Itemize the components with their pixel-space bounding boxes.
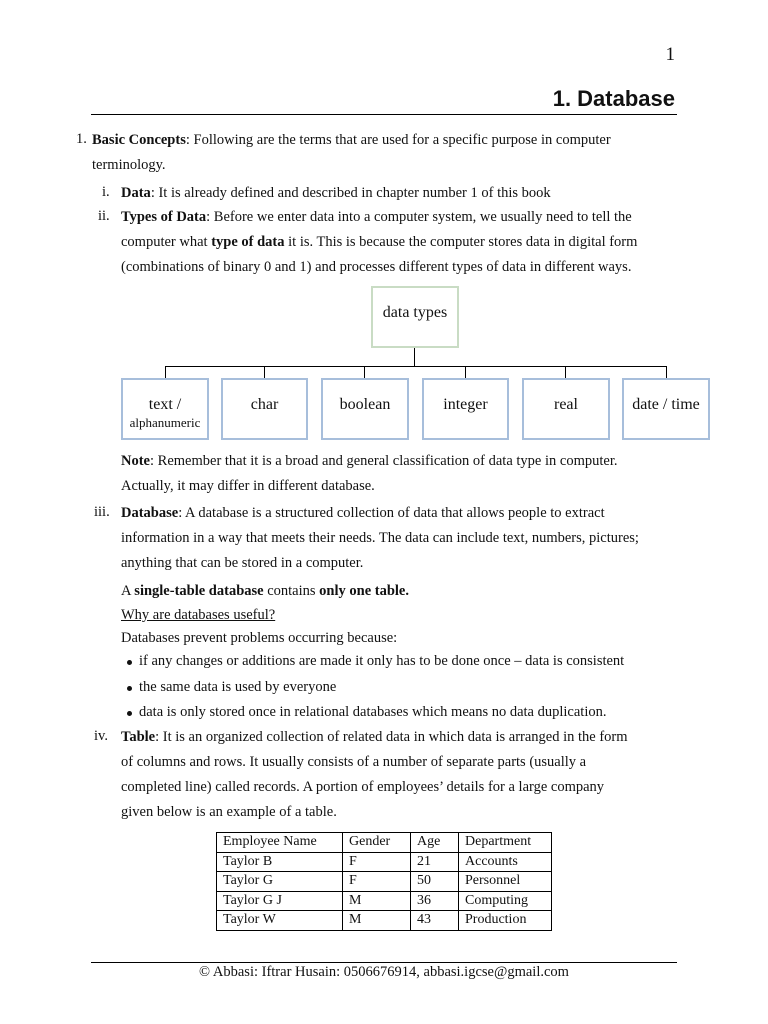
footer-text: © Abbasi: Iftrar Husain: 0506676914, abbasi.igcse@gmail.com: [199, 964, 569, 980]
diagram-box-char: [221, 378, 308, 440]
diagram-label: alphanumeric: [129, 415, 201, 430]
diagram-box-datetime: [622, 378, 710, 440]
diagram-root-box: [371, 286, 459, 348]
diagram-box-real: [522, 378, 610, 440]
bold-term: Database: [121, 505, 179, 521]
table-header-cell: Age: [411, 833, 459, 853]
bold-term: Data: [121, 185, 151, 201]
list-number: 1.: [76, 131, 87, 147]
list-number: ii.: [98, 208, 110, 224]
diagram-box-integer: [422, 378, 509, 440]
single-table-line: [121, 579, 675, 604]
table-cell: Personnel: [459, 872, 552, 892]
table-row: [217, 891, 552, 911]
table-header-cell: Department: [459, 833, 552, 853]
connector-line: [364, 366, 365, 378]
connector-line: [165, 366, 166, 378]
bullet-dot: [127, 711, 132, 716]
connector-line: [465, 366, 466, 378]
page-title: 1. Database: [552, 86, 675, 111]
text: computer what: [121, 234, 212, 250]
footer-rule: [91, 962, 677, 963]
text: A: [121, 583, 135, 599]
table-row: [217, 911, 552, 931]
text: completed line) called records. A portion of employees’ details for a large company: [121, 779, 605, 795]
text: of columns and rows. It usually consists of a number of separate parts (usually a: [121, 754, 587, 770]
table-cell: F: [343, 852, 411, 872]
diagram-box-boolean: [321, 378, 409, 440]
diagram-label: data types: [382, 304, 448, 321]
diagram-label: real: [554, 396, 578, 413]
list-number: i.: [102, 184, 110, 200]
title-rule: [91, 114, 677, 115]
table-row: [217, 852, 552, 872]
diagram-box-text: [121, 378, 209, 440]
table-cell: 50: [411, 872, 459, 892]
table-cell: 43: [411, 911, 459, 931]
text: : Remember that it is a broad and general classification of data type in computer.: [150, 453, 618, 469]
table-cell: F: [343, 872, 411, 892]
text: (combinations of binary 0 and 1) and processes different types of data in different ways.: [121, 259, 632, 275]
bullet-item: the same data is used by everyone: [139, 679, 337, 695]
note-paragraph: [121, 449, 675, 499]
bullet-dot: [127, 660, 132, 665]
bullet-item: data is only stored once in relational databases which means no data duplication.: [139, 704, 607, 720]
why-heading: Why are databases useful?: [121, 607, 276, 623]
employee-table: [216, 832, 552, 931]
bold-term: Basic Concepts: [92, 132, 186, 148]
table-cell: 36: [411, 891, 459, 911]
table-cell: Taylor W: [217, 911, 343, 931]
table-cell: Taylor G: [217, 872, 343, 892]
text: anything that can be stored in a computer.: [121, 555, 364, 571]
table-cell: M: [343, 891, 411, 911]
connector-line: [414, 348, 415, 366]
text: Actually, it may differ in different database.: [121, 478, 375, 494]
table-cell: 21: [411, 852, 459, 872]
text: : Before we enter data into a computer system, we usually need to tell the: [206, 209, 632, 225]
text: contains: [263, 583, 320, 599]
types-of-data-paragraph: [121, 205, 675, 280]
bullet-item: if any changes or additions are made it only has to be done once – data is consistent: [139, 653, 625, 669]
bold-term: Note: [121, 453, 150, 469]
text: given below is an example of a table.: [121, 804, 337, 820]
table-header-row: [217, 833, 552, 853]
text: : It is already defined and described in chapter number 1 of this book: [150, 185, 551, 201]
table-cell: Accounts: [459, 852, 552, 872]
table-cell: M: [343, 911, 411, 931]
table-cell: Taylor B: [217, 852, 343, 872]
diagram-label: boolean: [339, 396, 391, 413]
table-row: [217, 872, 552, 892]
text: it is. This is because the computer stores data in digital form: [284, 234, 638, 250]
diagram-label: text /: [148, 396, 182, 413]
bold-term: single-table database: [134, 583, 264, 599]
table-header-cell: Gender: [343, 833, 411, 853]
bullet-dot: [127, 686, 132, 691]
prevent-line: Databases prevent problems occurring because:: [121, 630, 398, 646]
diagram-label: integer: [443, 396, 488, 413]
text: : It is an organized collection of related data in which data is arranged in the form: [155, 729, 628, 745]
database-paragraph: [121, 501, 675, 576]
table-header-cell: Employee Name: [217, 833, 343, 853]
list-number: iii.: [94, 504, 110, 520]
bold-term: only one table.: [319, 583, 409, 599]
text: information in a way that meets their needs. The data can include text, numbers, pictures;: [121, 530, 639, 546]
text: : A database is a structured collection of data that allows people to extract: [178, 505, 605, 521]
diagram-label: date / time: [632, 396, 700, 413]
connector-line: [565, 366, 566, 378]
text: terminology.: [92, 157, 166, 173]
bold-term: Types of Data: [121, 209, 207, 225]
page-number: 1: [665, 44, 675, 65]
connector-line: [666, 366, 667, 378]
table-paragraph: [121, 725, 675, 825]
text: : Following are the terms that are used for a specific purpose in computer: [185, 132, 611, 148]
list-number: iv.: [94, 728, 108, 744]
bold-term: Table: [121, 729, 156, 745]
data-paragraph: [121, 181, 675, 206]
table-cell: Production: [459, 911, 552, 931]
connector-line: [264, 366, 265, 378]
table-cell: Taylor G J: [217, 891, 343, 911]
basic-concepts-paragraph: [92, 128, 675, 178]
connector-line: [165, 366, 666, 367]
table-cell: Computing: [459, 891, 552, 911]
bold-term: type of data: [211, 234, 285, 250]
diagram-label: char: [250, 396, 279, 413]
